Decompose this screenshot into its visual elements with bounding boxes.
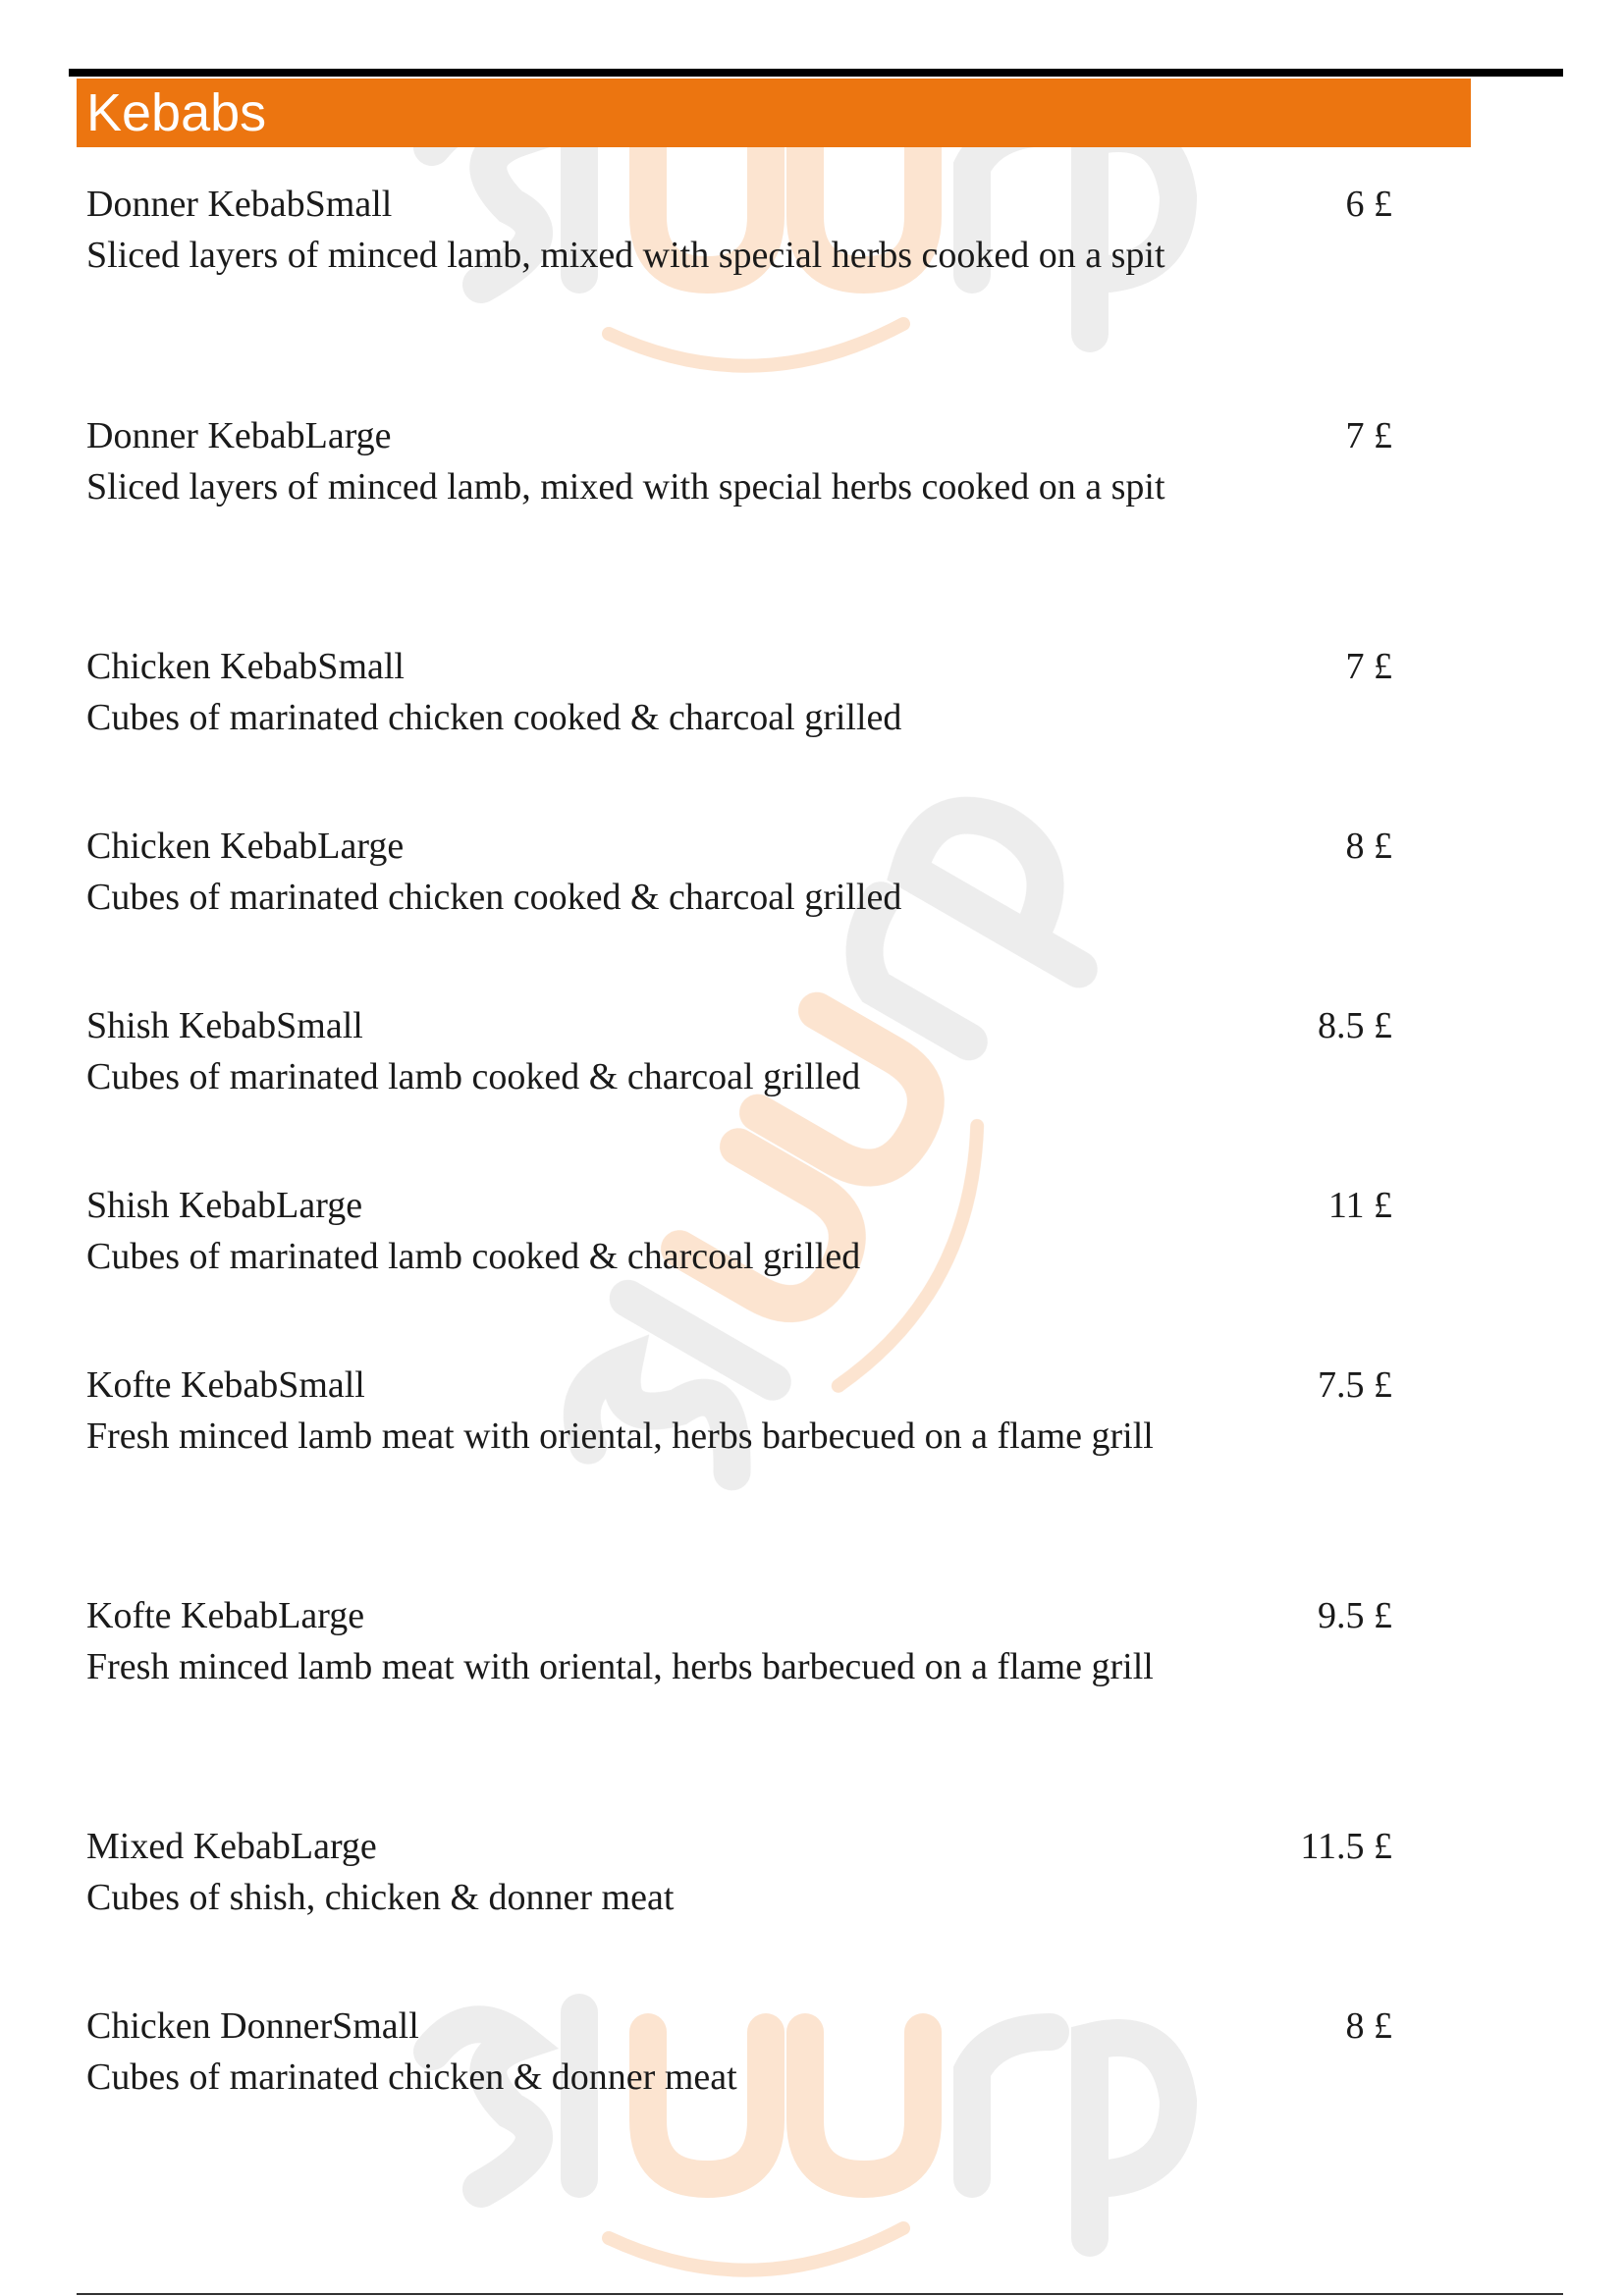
menu-item [86, 1360, 1392, 1462]
menu-item [86, 2001, 1392, 2103]
item-price: 7.5 £ [1318, 1364, 1392, 1406]
item-name: Mixed KebabLarge [86, 1826, 377, 1867]
item-name: Kofte KebabLarge [86, 1595, 365, 1636]
item-name: Donner KebabLarge [86, 415, 392, 456]
item-name: Chicken DonnerSmall [86, 2005, 419, 2047]
top-divider [69, 69, 1563, 77]
item-description: Fresh minced lamb meat with oriental, herbs barbecued on a flame grill [86, 1646, 1154, 1687]
item-description: Sliced layers of minced lamb, mixed with special herbs cooked on a spit [86, 466, 1165, 507]
item-price: 8.5 £ [1318, 1005, 1392, 1046]
item-price: 8 £ [1345, 826, 1392, 867]
item-description: Cubes of shish, chicken & donner meat [86, 1877, 675, 1918]
item-name: Chicken KebabSmall [86, 646, 405, 687]
item-price: 11 £ [1327, 1185, 1392, 1226]
item-price: 6 £ [1345, 184, 1392, 225]
menu-item [86, 410, 1392, 512]
menu-item [86, 641, 1392, 743]
item-description: Fresh minced lamb meat with oriental, herbs barbecued on a flame grill [86, 1415, 1154, 1457]
section-title: Kebabs [86, 83, 267, 142]
item-price: 7 £ [1345, 646, 1392, 687]
item-description: Cubes of marinated chicken cooked & charcoal grilled [86, 877, 902, 918]
bottom-divider [77, 2293, 1563, 2295]
item-price: 11.5 £ [1300, 1826, 1392, 1867]
menu-item [86, 821, 1392, 923]
item-name: Donner KebabSmall [86, 184, 393, 225]
item-description: Cubes of marinated chicken & donner meat [86, 2056, 737, 2098]
menu-item [86, 1590, 1392, 1692]
item-price: 8 £ [1345, 2005, 1392, 2047]
item-price: 9.5 £ [1318, 1595, 1392, 1636]
item-description: Cubes of marinated lamb cooked & charcoal grilled [86, 1056, 861, 1097]
section-header [77, 79, 1471, 147]
item-description: Cubes of marinated chicken cooked & charcoal grilled [86, 697, 902, 738]
menu-item [86, 1180, 1392, 1282]
item-description: Cubes of marinated lamb cooked & charcoal grilled [86, 1236, 861, 1277]
item-name: Kofte KebabSmall [86, 1364, 365, 1406]
menu-item [86, 1000, 1392, 1102]
item-price: 7 £ [1345, 415, 1392, 456]
item-name: Shish KebabSmall [86, 1005, 363, 1046]
menu-item [86, 179, 1392, 281]
item-name: Shish KebabLarge [86, 1185, 363, 1226]
item-name: Chicken KebabLarge [86, 826, 405, 867]
item-description: Sliced layers of minced lamb, mixed with special herbs cooked on a spit [86, 235, 1165, 276]
menu-item [86, 1821, 1392, 1923]
